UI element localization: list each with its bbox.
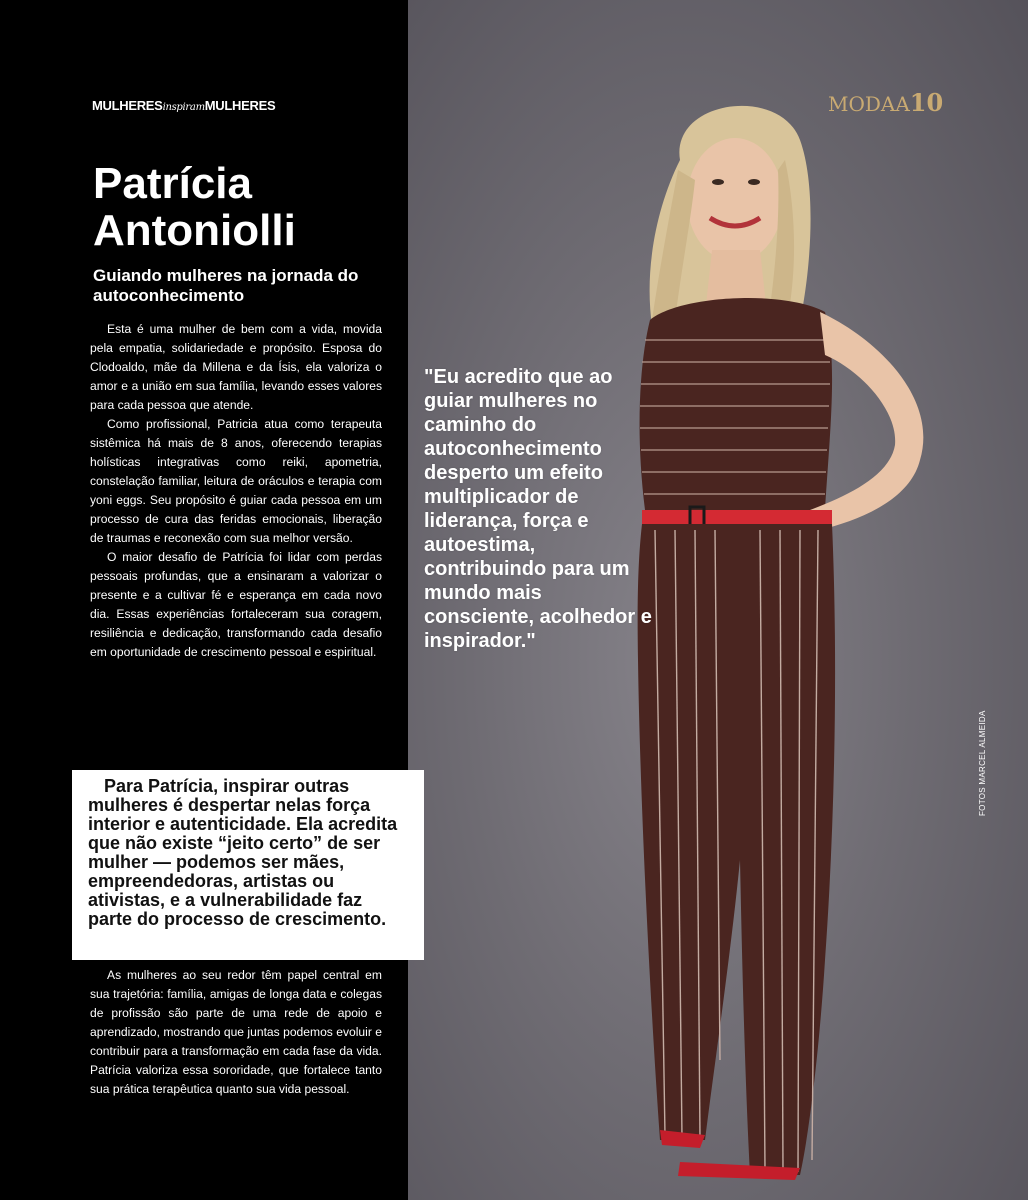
photo-credit: FOTOS MARCEL ALMEIDA [978,710,987,816]
logo-text: MODAA [828,92,910,116]
article-subtitle: Guiando mulheres na jornada do autoconhecimento [93,266,359,305]
article-name [93,160,296,254]
section-header-left: MULHERES [92,98,163,113]
article-body [90,320,382,662]
closing-paragraph: As mulheres ao seu redor têm papel central em sua trajetória: família, amigas de longa data e colegas de profissão são parte de uma rede de apoio e aprendizado, mostrando que juntas podemos evoluir e contribuir para a transformação em cada fase da vida. Patrícia valoriza essa sororidade, que fortalece tanto sua prática terapêutica quanto sua vida pessoal. [90,968,382,1096]
magazine-logo [828,88,943,117]
pull-quote: "Eu acredito que ao guiar mulheres no caminho do autoconhecimento desperto um efeito multiplicador de liderança, força e autoestima, contribuindo para um mundo mais consciente, acolhedor e inspirador." [424,366,652,652]
body-paragraph: O maior desafio de Patrícia foi lidar com perdas pessoais profundas, que a ensinaram a valorizar o presente e a cultivar fé e esperança em cada novo dia. Essas experiências fortaleceram sua coragem, resiliência e dedicação, transformando cada desafio em oportunidade de crescimento pessoal e espiritual. [90,550,382,659]
name-line-2: Antoniolli [93,206,296,255]
section-header-mid: inspiram [162,102,205,113]
name-line-1: Patrícia [93,159,252,208]
section-header [92,98,275,113]
body-paragraph: Esta é uma mulher de bem com a vida, movida pela empatia, solidariedade e propósito. Esposa do Clodoaldo, mãe da Millena e da Ísis, ela valoriza o amor e a união em sua família, levando esses valores para cada pessoa que atende. [90,322,382,412]
highlight-text: Para Patrícia, inspirar outras mulheres é despertar nelas força interior e autenticidade. Ela acredita que não existe “jeito certo” de ser mulher — podemos ser mães, empreendedoras, artistas ou ativistas, e a vulnerabilidade faz parte do processo de crescimento. [88,776,398,929]
logo-number: 10 [909,88,944,117]
body-paragraph: Como profissional, Patricia atua como terapeuta sistêmica há mais de 8 anos, oferecendo terapias holísticas integrativas como reiki, apometria, constelação familiar, leitura de oráculos e terapia com yoni eggs. Seu propósito é guiar cada pessoa em um processo de cura das feridas emocionais, liberação de traumas e reconexão com sua melhor versão. [90,417,382,545]
section-header-right: MULHERES [204,98,276,113]
article-closing [90,966,382,1099]
highlight-box [72,770,424,960]
portrait-photo [620,100,950,1200]
